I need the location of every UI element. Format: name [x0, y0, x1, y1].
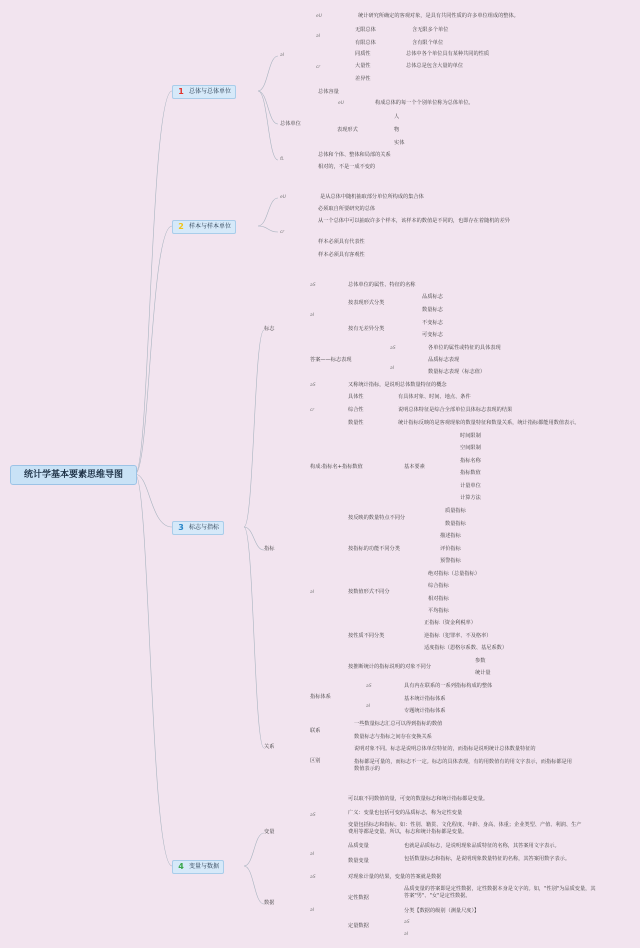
s1-forms: 表现形式: [337, 127, 358, 133]
marker: aS: [310, 383, 316, 388]
s1-feature-mass-desc: 总体总是包含大量的单位: [406, 63, 464, 69]
s3-element-method: 计算方法: [460, 495, 481, 501]
s3-feature-synthetic-desc: 说明总体特征是综合全部单位具体标志表现的结果: [398, 407, 513, 413]
s3-quantitative-mark: 数量标志: [422, 307, 443, 313]
s3-cat-function: 按指标的功能不同分类: [348, 546, 400, 552]
s1-feature-variation: 差异性: [355, 76, 371, 82]
s1-form-person: 人: [394, 114, 400, 120]
s3-cat-inference: 按推断统计的指标说明的对象不同分: [348, 664, 432, 670]
s3-descriptive-index: 描述指标: [440, 533, 461, 539]
s1-type-finite: 有限总体: [355, 40, 376, 46]
s3-absolute-index: 绝对指标（总量指标）: [428, 571, 480, 577]
s4-broad-definition: 广义：变量也包括可变的品质标志，称为定性变量: [348, 810, 463, 816]
s1-form-object: 物: [394, 127, 400, 133]
s3-mark: 标志: [264, 326, 275, 332]
section-1-topic: [172, 85, 236, 99]
s3-negative-index: 逆指标（犯罪率、不及格率）: [424, 633, 492, 639]
marker: aS: [366, 684, 372, 689]
s3-elements: 基本要素: [404, 464, 425, 470]
marker: eU: [280, 195, 286, 200]
s1-feature-homogeneity-desc: 总体中各个单位具有某种共同的性质: [406, 51, 490, 57]
s3-by-change: 按有无差异分类: [348, 326, 385, 332]
s1-unit: 总体单位: [280, 121, 301, 127]
marker: aI: [310, 590, 314, 595]
s3-statistic: 统计量: [475, 670, 491, 676]
s3-relation: 关系: [264, 744, 275, 750]
s4-examples: 变量包括标志和指标。如：性别、籍贯、文化程度、年龄、身高、体重；企业类型、产值、利润、生产费用等都是变量。所以，标志和统计指标都是变量。: [348, 822, 582, 835]
s3-quality-index: 质量指标: [445, 508, 466, 514]
section-2-topic: [172, 220, 236, 234]
s3-quantitative-expression: 数量标志表现（标志值）: [428, 369, 486, 375]
s3-difference-2: 指标都是可量的，而标志不一定。标志的具体表现，有的用数值有的用文字表示，而指标都是用数值表示的: [354, 759, 572, 772]
marker: aI: [366, 704, 370, 709]
s1-unit-definition: 构成总体的每一个个别单位称为总体单位。: [375, 100, 474, 106]
s4-variable-definition: 可以取不同数值的量，可变的数量标志和统计指标都是变量。: [348, 796, 489, 802]
s2-item-4: 样本必须具有代表性: [318, 239, 365, 245]
s3-cat-quantity-feature: 按反映的数量特点不同分: [348, 515, 406, 521]
s4-quantitative-variable: 数量变量: [348, 858, 369, 864]
marker: eU: [338, 101, 344, 106]
marker: cr: [310, 408, 315, 413]
s3-element-space: 空间限制: [460, 445, 481, 451]
s3-feature-concrete: 具体性: [348, 394, 364, 400]
s2-item-1: 是从总体中随机抽取部分单位所构成的集合体: [320, 194, 424, 200]
s3-special-system: 专题统计指标体系: [404, 708, 446, 714]
marker: aI: [280, 53, 284, 58]
s1-relation-1: 总体和个体、整体和局部的关系: [318, 152, 391, 158]
s3-average-index: 平均指标: [428, 608, 449, 614]
s3-evaluative-index: 评价指标: [440, 546, 461, 552]
s1-type-infinite: 无限总体: [355, 27, 376, 33]
s3-moderate-index: 适度指标（恩格尔系数、基尼系数）: [424, 645, 508, 651]
s1-form-entity: 实体: [394, 140, 405, 146]
marker: aI: [390, 366, 394, 371]
root-topic: 统计学基本要素思维导图: [10, 465, 137, 485]
s3-cat-nature: 按性质不同分类: [348, 633, 385, 639]
s1-type-finite-desc: 含有限个单位: [412, 40, 444, 46]
s3-answer-definition: 各单位的属性或特征的具体表现: [428, 345, 501, 351]
s3-quantity-index: 数量指标: [445, 521, 466, 527]
section-3-title: 标志与指标: [189, 524, 220, 531]
marker: aI: [310, 852, 314, 857]
marker: cr: [280, 230, 285, 235]
s1-relation-2: 相对的，不是一成不变的: [318, 164, 376, 170]
s3-system-definition: 具有内在联系的一系列指标构成的整体: [404, 683, 493, 689]
marker: aI: [316, 34, 320, 39]
s3-element-time: 时间限制: [460, 433, 481, 439]
s2-item-3: 从一个总体中可以抽取许多个样本，该样本的数值是不同的，也即存在着随机的差异: [318, 218, 510, 224]
s3-link-1: 一些数量标志汇总可以得到指标的数值: [354, 721, 443, 727]
s3-difference-1: 说明对象不同。标志是说明总体单位特征的，而指标是说明统计总体数量特征的: [354, 746, 536, 752]
section-4-title: 变量与数据: [189, 863, 220, 870]
marker: aI: [310, 908, 314, 913]
s3-cat-value-form: 按数值形式不同分: [348, 589, 390, 595]
s4-data: 数据: [264, 900, 275, 906]
marker: aS: [310, 875, 316, 880]
s4-qualitative-variable: 品质变量: [348, 843, 369, 849]
marker: aS: [310, 813, 316, 818]
s3-invariant-mark: 不变标志: [422, 320, 443, 326]
s3-element-unit: 计量单位: [460, 483, 481, 489]
s1-capacity: 总体容量: [318, 89, 339, 95]
s3-feature-synthetic: 综合性: [348, 407, 364, 413]
section-2-title: 样本与样本单位: [189, 223, 232, 230]
marker: aI: [310, 313, 314, 318]
s1-definition: 统计研究所确定的客观对象，是具有共同性质的许多单位组成的整体。: [358, 13, 519, 19]
s4-data-definition: 对现象计量的结果，变量的答案就是数据: [348, 874, 442, 880]
s4-qualitative-data-desc: 品质变量的答案即是定性数据，定性数据本身是文字的。如，"性别"为品质变量，其答案"男"、"女"是定性数据。: [404, 886, 596, 899]
s4-quantitative-data: 定量数据: [348, 923, 369, 929]
s3-relative-index: 相对指标: [428, 596, 449, 602]
s3-element-name: 指标名称: [460, 458, 481, 464]
s3-warning-index: 预警指标: [440, 558, 461, 564]
section-1-number: 1: [178, 87, 184, 96]
s1-feature-homogeneity: 同质性: [355, 51, 371, 57]
s4-quantitative-variable-desc: 包括数量标志和指标，是说明现象数量特征的名称，其答案用数字表示。: [404, 856, 571, 862]
marker: fL: [280, 157, 284, 162]
s2-item-5: 样本必须具有客观性: [318, 252, 365, 258]
marker: aS: [390, 346, 396, 351]
s3-system: 指标体系: [310, 694, 331, 700]
s3-parameter: 参数: [475, 658, 486, 664]
section-3-topic: [172, 521, 224, 535]
section-4-number: 4: [178, 862, 184, 871]
marker: eU: [316, 14, 322, 19]
s3-feature-concrete-desc: 有具体对象、时间、地点、条件: [398, 394, 471, 400]
s3-index-definition: 又称统计指标，是说明总体数量特征的概念: [348, 382, 447, 388]
s3-feature-quantitative: 数量性: [348, 420, 364, 426]
s3-element-value: 指标数值: [460, 470, 481, 476]
s3-composite-index: 综合指标: [428, 583, 449, 589]
s3-composition: 构成:指标名+指标数值: [310, 464, 363, 470]
s3-mark-definition: 总体单位的属性、特征的名称: [348, 282, 416, 288]
s4-qualitative-variable-desc: 也就是品质标志，是说明现象品质特征的名称，其答案用文字表示。: [404, 843, 560, 849]
s3-index: 指标: [264, 546, 275, 552]
marker: aI: [404, 932, 408, 937]
s2-item-2: 必须取自所要研究的总体: [318, 206, 376, 212]
marker: aS: [310, 283, 316, 288]
s4-qualitative-data: 定性数据: [348, 895, 369, 901]
section-4-topic: [172, 860, 224, 874]
section-3-number: 3: [178, 523, 184, 532]
s4-variable: 变量: [264, 829, 275, 835]
s3-feature-quantitative-desc: 统计指标反映的是客观现象的数量特征和数量关系，统计指标都能用数值表示。: [398, 420, 580, 426]
s4-quantitative-data-desc: 分类【数据的级别（测量尺度）】: [404, 908, 480, 914]
s3-link-2: 数量标志与指标之间存在变换关系: [354, 734, 432, 740]
section-2-number: 2: [178, 222, 184, 231]
marker: cr: [316, 65, 321, 70]
s3-positive-index: 正指标（资金利税率）: [424, 620, 476, 626]
s3-difference: 区别: [310, 758, 321, 764]
s1-feature-mass: 大量性: [355, 63, 371, 69]
s1-type-infinite-desc: 含无限多个单位: [412, 27, 449, 33]
marker: aS: [404, 920, 410, 925]
s3-qualitative-expression: 品质标志表现: [428, 357, 460, 363]
section-1-title: 总体与总体单位: [189, 88, 232, 95]
s3-by-form: 按表现形式分类: [348, 300, 385, 306]
s3-qualitative-mark: 品质标志: [422, 294, 443, 300]
s3-basic-system: 基本统计指标体系: [404, 696, 446, 702]
s3-answer: 答案——标志表现: [310, 357, 352, 363]
s3-variable-mark: 可变标志: [422, 332, 443, 338]
s3-link: 联系: [310, 728, 321, 734]
